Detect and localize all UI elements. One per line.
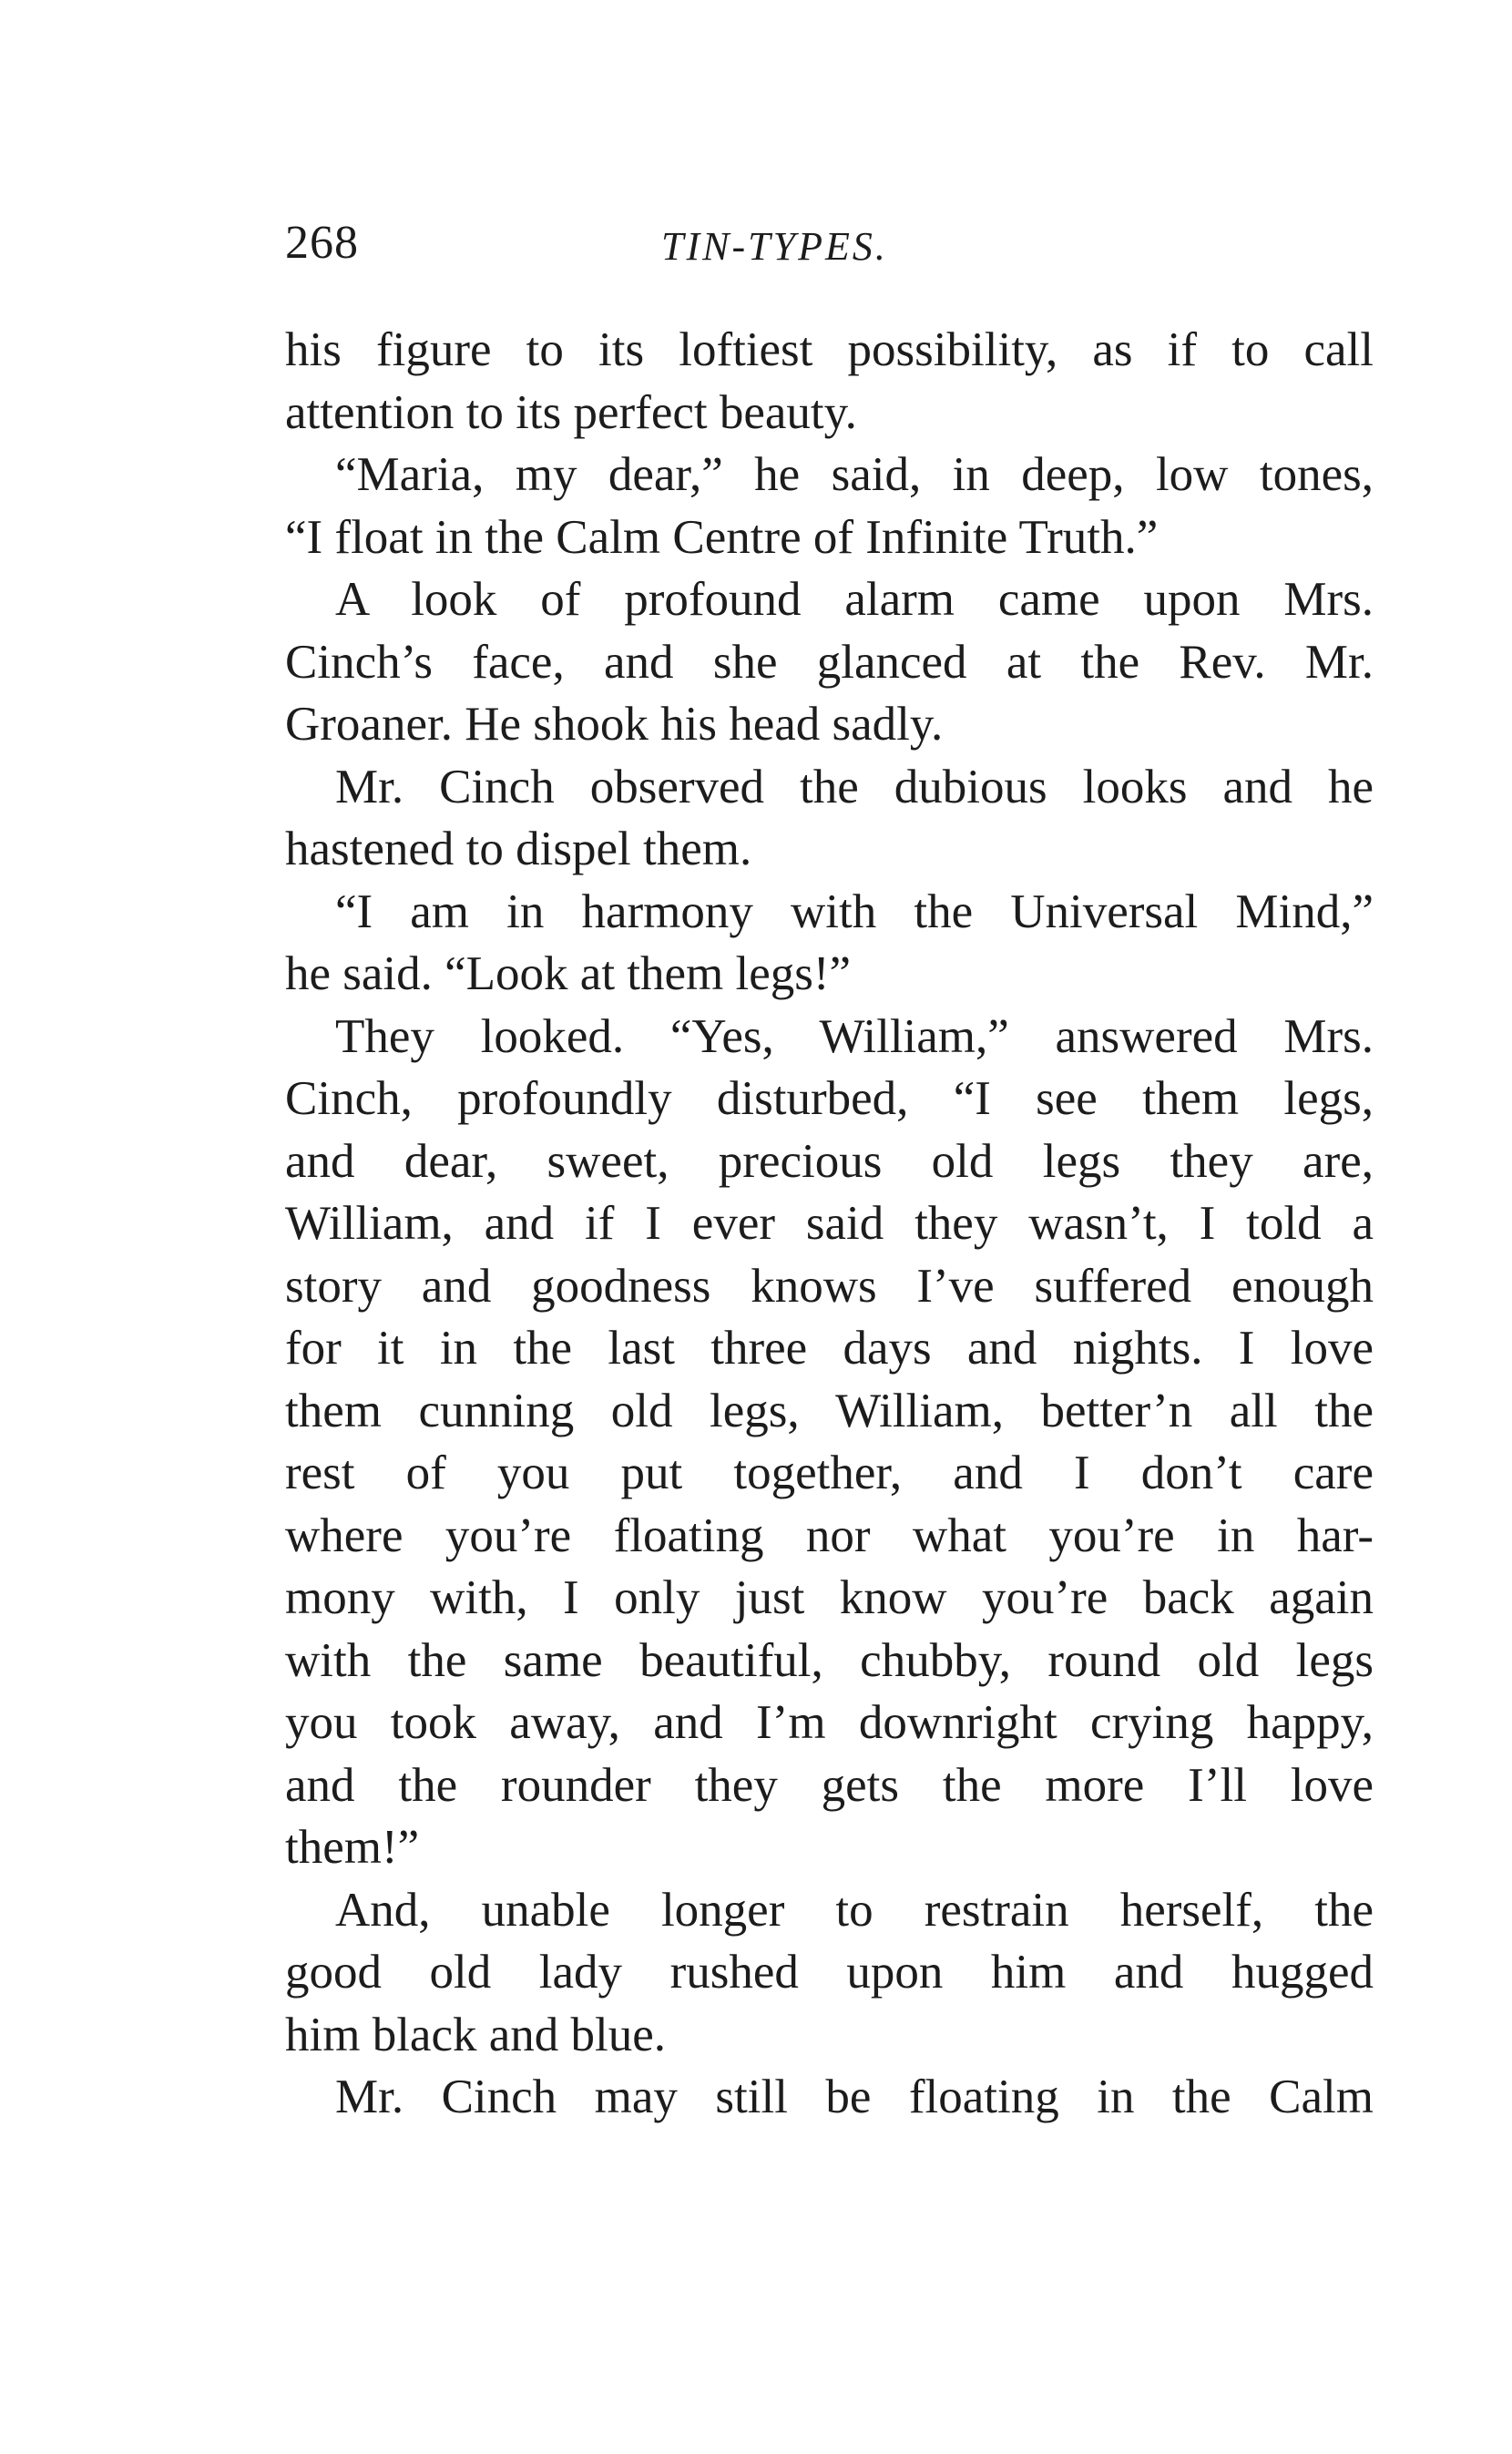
text-line: them!” bbox=[285, 1821, 420, 1874]
text-line: Cinch’s face, and she glanced at the Rev. Mr. bbox=[285, 635, 1374, 689]
page-number: 268 bbox=[285, 217, 359, 269]
text-line: “I am in harmony with the Universal Mind,” bbox=[335, 884, 1374, 938]
text-line: he said. “Look at them legs!” bbox=[285, 947, 852, 1000]
text-line: story and goodness knows I’ve suffered enough bbox=[285, 1259, 1374, 1313]
text-line: and the rounder they gets the more I’ll love bbox=[285, 1758, 1374, 1812]
text-line: rest of you put together, and I don’t care bbox=[285, 1447, 1374, 1499]
text-line: with the same beautiful, chubby, round old legs bbox=[285, 1633, 1374, 1687]
text-line: mony with, I only just know you’re back again bbox=[285, 1571, 1374, 1624]
text-line: his figure to its loftiest possibility, as if to call bbox=[285, 323, 1374, 376]
text-line: good old lady rushed upon him and hugged bbox=[285, 1946, 1374, 1999]
text-line: them cunning old legs, William, better’n all the bbox=[285, 1384, 1374, 1437]
running-head: TIN-TYPES. bbox=[661, 224, 888, 269]
text-line: hastened to dispel them. bbox=[285, 823, 752, 875]
text-line: Groaner. He shook his head sadly. bbox=[285, 698, 944, 751]
text-line: William, and if I ever said they wasn’t, I told a bbox=[285, 1197, 1374, 1250]
text-line: and dear, sweet, precious old legs they are, bbox=[285, 1134, 1374, 1188]
text-line: you took away, and I’m downright crying happy, bbox=[285, 1696, 1374, 1749]
text-line: Mr. Cinch may still be floating in the Calm bbox=[335, 2071, 1374, 2123]
text-line: And, unable longer to restrain herself, the bbox=[335, 1883, 1374, 1937]
text-line: “Maria, my dear,” he said, in deep, low tones, bbox=[335, 448, 1374, 501]
text-line: Cinch, profoundly disturbed, “I see them legs, bbox=[285, 1072, 1374, 1125]
text-line: attention to its perfect beauty. bbox=[285, 385, 857, 439]
text-line: A look of profound alarm came upon Mrs. bbox=[335, 573, 1374, 626]
text-line: him black and blue. bbox=[285, 2008, 666, 2061]
text-line: They looked. “Yes, William,” answered Mrs. bbox=[335, 1009, 1374, 1063]
body-text bbox=[285, 319, 1374, 2129]
text-line: “I float in the Calm Centre of Infinite Truth.” bbox=[285, 510, 1159, 564]
text-line: where you’re floating nor what you’re in har- bbox=[285, 1508, 1374, 1562]
text-line: Mr. Cinch observed the dubious looks and he bbox=[335, 760, 1374, 813]
text-line: for it in the last three days and nights. I love bbox=[285, 1322, 1374, 1375]
